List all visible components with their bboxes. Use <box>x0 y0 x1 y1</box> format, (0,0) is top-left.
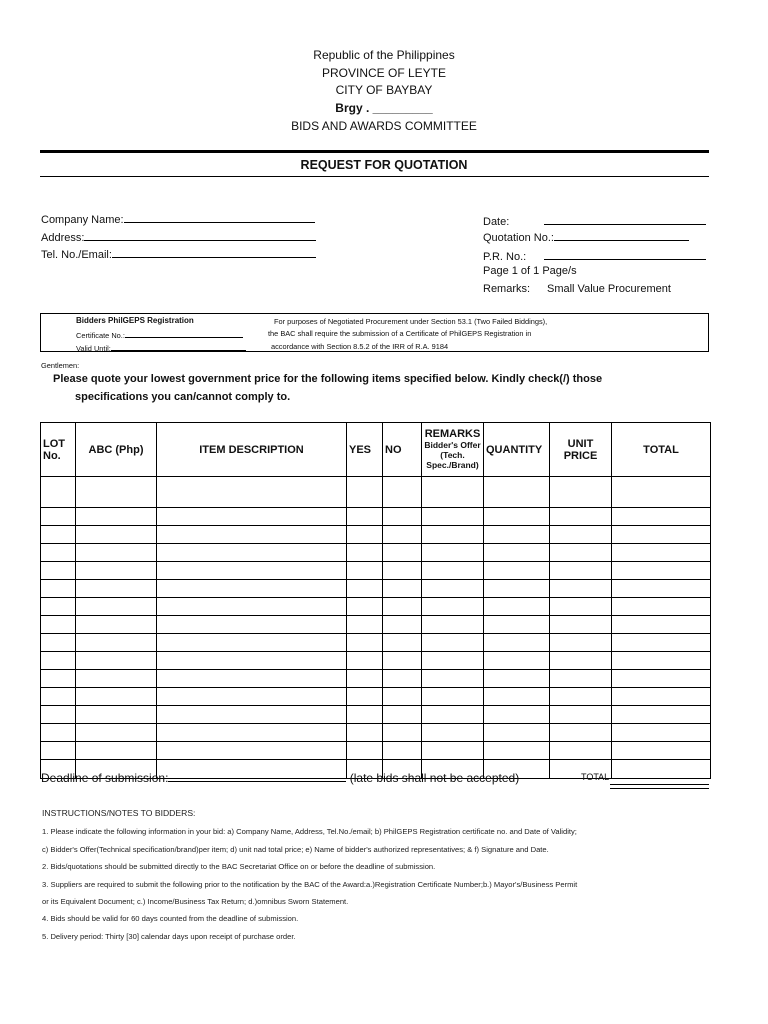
table-cell[interactable] <box>41 652 76 670</box>
table-cell[interactable] <box>550 742 612 760</box>
table-cell[interactable] <box>484 724 550 742</box>
instruction-line-7: 5. Delivery period: Thirty [30] calendar days upon receipt of purchase order. <box>42 932 296 941</box>
header-barangay: Brgy . _________ <box>335 101 433 115</box>
address-label: Address: <box>41 232 85 244</box>
instruction-line-1: 1. Please indicate the following information in your bid: a) Company Name, Address, Tel.No./email; b) PhilGEPS Registration certificate no. and Date of Validity; <box>42 827 577 836</box>
instruction-line-3: 2. Bids/quotations should be submitted directly to the BAC Secretariat Office on or before the deadline of submission. <box>42 862 436 871</box>
valid-until-field[interactable] <box>76 342 246 353</box>
col-header-unit-price: UNIT PRICE <box>550 423 612 477</box>
table-cell[interactable] <box>550 724 612 742</box>
table-cell[interactable] <box>157 724 347 742</box>
table-cell[interactable] <box>383 526 422 544</box>
table-cell[interactable] <box>41 706 76 724</box>
table-cell[interactable] <box>383 724 422 742</box>
date-field[interactable] <box>483 212 706 228</box>
table-cell[interactable] <box>612 562 711 580</box>
table-cell[interactable] <box>550 598 612 616</box>
table-cell[interactable] <box>550 526 612 544</box>
col-header-description: ITEM DESCRIPTION <box>157 423 347 477</box>
table-cell[interactable] <box>422 634 484 652</box>
table-cell[interactable] <box>484 670 550 688</box>
table-cell[interactable] <box>157 742 347 760</box>
instruction-line-6: 4. Bids should be valid for 60 days counted from the deadline of submission. <box>42 914 299 923</box>
table-cell[interactable] <box>347 562 383 580</box>
table-cell[interactable] <box>422 742 484 760</box>
table-cell[interactable] <box>41 598 76 616</box>
table-cell[interactable] <box>76 634 157 652</box>
table-cell[interactable] <box>347 742 383 760</box>
table-cell[interactable] <box>484 544 550 562</box>
table-cell[interactable] <box>484 634 550 652</box>
table-cell[interactable] <box>484 652 550 670</box>
table-cell[interactable] <box>347 652 383 670</box>
table-cell[interactable] <box>41 616 76 634</box>
company-name-field[interactable] <box>41 212 315 226</box>
table-cell[interactable] <box>612 598 711 616</box>
table-cell[interactable] <box>484 706 550 724</box>
table-row <box>41 724 711 742</box>
table-cell[interactable] <box>612 760 711 779</box>
remarks-value: Small Value Procurement <box>547 283 671 295</box>
table-cell[interactable] <box>550 508 612 526</box>
table-cell[interactable] <box>76 616 157 634</box>
table-row <box>41 508 711 526</box>
table-cell[interactable] <box>612 544 711 562</box>
table-cell[interactable] <box>157 688 347 706</box>
table-cell[interactable] <box>41 544 76 562</box>
intro-line-2: specifications you can/cannot comply to. <box>75 391 291 403</box>
table-cell[interactable] <box>76 562 157 580</box>
table-cell[interactable] <box>422 477 484 508</box>
remarks-heading: REMARKS <box>424 428 481 440</box>
salutation: Gentlemen: <box>41 361 80 370</box>
table-cell[interactable] <box>347 544 383 562</box>
table-cell[interactable] <box>422 508 484 526</box>
table-cell[interactable] <box>76 706 157 724</box>
deadline-label: Deadline of submission: <box>41 771 169 785</box>
table-cell[interactable] <box>347 670 383 688</box>
table-cell[interactable] <box>383 688 422 706</box>
table-cell[interactable] <box>422 526 484 544</box>
table-cell[interactable] <box>484 562 550 580</box>
table-cell[interactable] <box>157 598 347 616</box>
table-cell[interactable] <box>383 477 422 508</box>
header-province: PROVINCE OF LEYTE <box>321 66 447 80</box>
table-row <box>41 544 711 562</box>
table-cell[interactable] <box>157 526 347 544</box>
table-header-row <box>41 423 711 477</box>
table-cell[interactable] <box>612 742 711 760</box>
table-cell[interactable] <box>41 580 76 598</box>
table-cell[interactable] <box>422 688 484 706</box>
col-header-no: NO <box>383 423 422 477</box>
table-cell[interactable] <box>76 477 157 508</box>
table-cell[interactable] <box>383 634 422 652</box>
table-cell[interactable] <box>157 477 347 508</box>
table-cell[interactable] <box>550 477 612 508</box>
table-cell[interactable] <box>347 688 383 706</box>
table-cell[interactable] <box>484 580 550 598</box>
table-row <box>41 616 711 634</box>
table-cell[interactable] <box>484 477 550 508</box>
table-cell[interactable] <box>41 508 76 526</box>
table-cell[interactable] <box>484 688 550 706</box>
philgeps-note-1: For purposes of Negotiated Procurement under Section 53.1 (Two Failed Biddings), <box>274 317 548 326</box>
certificate-no-field[interactable] <box>76 329 243 340</box>
title-rule-top <box>40 150 709 153</box>
table-cell[interactable] <box>550 580 612 598</box>
deadline-field[interactable] <box>41 769 519 785</box>
header-bac: BIDS AND AWARDS COMMITTEE <box>291 119 477 133</box>
table-cell[interactable] <box>76 742 157 760</box>
table-cell[interactable] <box>484 526 550 544</box>
tel-email-field[interactable] <box>41 247 316 261</box>
table-row <box>41 477 711 508</box>
table-cell[interactable] <box>76 544 157 562</box>
table-cell[interactable] <box>157 616 347 634</box>
grand-total-label: TOTAL <box>581 772 610 782</box>
table-cell[interactable] <box>347 580 383 598</box>
page-count: Page 1 of 1 Page/s <box>483 265 577 277</box>
table-cell[interactable] <box>422 562 484 580</box>
deadline-note: (late bids shall not be accepted) <box>349 771 520 785</box>
table-cell[interactable] <box>422 670 484 688</box>
table-row <box>41 670 711 688</box>
table-cell[interactable] <box>550 688 612 706</box>
header-city: CITY OF BAYBAY <box>335 83 433 97</box>
table-cell[interactable] <box>347 616 383 634</box>
table-cell[interactable] <box>347 634 383 652</box>
col-header-quantity: QUANTITY <box>484 423 550 477</box>
philgeps-note-2: the BAC shall require the submission of a Certificate of PhilGEPS Registration in <box>268 329 532 338</box>
table-cell[interactable] <box>422 544 484 562</box>
col-header-lot: LOT No. <box>41 423 76 477</box>
table-cell[interactable] <box>76 508 157 526</box>
table-cell[interactable] <box>612 616 711 634</box>
table-row <box>41 634 711 652</box>
table-cell[interactable] <box>41 634 76 652</box>
table-cell[interactable] <box>76 598 157 616</box>
philgeps-note-3: accordance with Section 8.5.2 of the IRR of R.A. 9184 <box>271 342 449 351</box>
pr-no-label: P.R. No.: <box>483 251 527 263</box>
table-cell[interactable] <box>157 652 347 670</box>
table-cell[interactable] <box>550 706 612 724</box>
table-cell[interactable] <box>612 477 711 508</box>
table-cell[interactable] <box>612 706 711 724</box>
valid-until-label: Valid Until: <box>76 344 111 353</box>
table-cell[interactable] <box>347 477 383 508</box>
company-name-label: Company Name: <box>41 214 124 226</box>
table-cell[interactable] <box>157 508 347 526</box>
table-cell[interactable] <box>347 724 383 742</box>
instructions-heading: INSTRUCTIONS/NOTES TO BIDDERS: <box>42 808 196 818</box>
table-row <box>41 742 711 760</box>
table-cell[interactable] <box>383 562 422 580</box>
grand-total-field[interactable] <box>610 784 709 789</box>
table-cell[interactable] <box>76 724 157 742</box>
table-cell[interactable] <box>347 598 383 616</box>
table-cell[interactable] <box>422 580 484 598</box>
date-label: Date: <box>483 216 510 228</box>
col-header-remarks <box>422 423 484 477</box>
table-cell[interactable] <box>383 670 422 688</box>
table-cell[interactable] <box>422 706 484 724</box>
table-cell[interactable] <box>76 580 157 598</box>
table-cell[interactable] <box>612 670 711 688</box>
table-cell[interactable] <box>383 706 422 724</box>
table-cell[interactable] <box>550 634 612 652</box>
tel-email-label: Tel. No./Email: <box>41 249 112 261</box>
table-cell[interactable] <box>612 634 711 652</box>
table-cell[interactable] <box>41 562 76 580</box>
quotation-no-label: Quotation No.: <box>483 232 554 244</box>
certificate-no-label: Certificate No.: <box>76 331 125 340</box>
table-cell[interactable] <box>550 616 612 634</box>
header-republic: Republic of the Philippines <box>313 48 455 62</box>
table-cell[interactable] <box>347 526 383 544</box>
table-row <box>41 598 711 616</box>
table-cell[interactable] <box>157 634 347 652</box>
intro-line-1: Please quote your lowest government price for the following items specified below. Kindly check(/) those <box>53 373 603 385</box>
table-row <box>41 706 711 724</box>
remarks-subheading: Bidder's Offer (Tech. Spec./Brand) <box>424 440 481 470</box>
table-cell[interactable] <box>484 616 550 634</box>
table-cell[interactable] <box>550 652 612 670</box>
table-cell[interactable] <box>157 670 347 688</box>
table-cell[interactable] <box>612 580 711 598</box>
table-cell[interactable] <box>422 616 484 634</box>
table-cell[interactable] <box>157 580 347 598</box>
table-cell[interactable] <box>383 742 422 760</box>
table-cell[interactable] <box>383 652 422 670</box>
table-cell[interactable] <box>484 742 550 760</box>
table-cell[interactable] <box>41 688 76 706</box>
table-cell[interactable] <box>484 508 550 526</box>
table-cell[interactable] <box>612 526 711 544</box>
table-cell[interactable] <box>422 724 484 742</box>
table-cell[interactable] <box>383 580 422 598</box>
table-cell[interactable] <box>383 616 422 634</box>
address-field[interactable] <box>41 230 316 244</box>
table-row <box>41 526 711 544</box>
table-row <box>41 688 711 706</box>
table-cell[interactable] <box>41 477 76 508</box>
pr-no-field[interactable] <box>483 247 706 263</box>
instruction-line-2: c) Bidder's Offer(Technical specification/brand)per item; d) unit nad total price; e) Name of bidder's authorized representatives; & f) Signature and Date. <box>42 845 549 854</box>
table-cell[interactable] <box>612 508 711 526</box>
table-cell[interactable] <box>612 652 711 670</box>
table-cell[interactable] <box>347 706 383 724</box>
quotation-no-field[interactable] <box>483 230 689 244</box>
philgeps-heading: Bidders PhilGEPS Registration <box>76 316 194 325</box>
table-cell[interactable] <box>41 742 76 760</box>
table-cell[interactable] <box>383 598 422 616</box>
table-cell[interactable] <box>383 544 422 562</box>
table-cell[interactable] <box>422 598 484 616</box>
col-header-yes: YES <box>347 423 383 477</box>
table-cell[interactable] <box>550 670 612 688</box>
table-cell[interactable] <box>76 652 157 670</box>
col-header-abc: ABC (Php) <box>76 423 157 477</box>
remarks-label: Remarks: <box>483 283 531 295</box>
table-row <box>41 580 711 598</box>
table-cell[interactable] <box>76 526 157 544</box>
table-row <box>41 562 711 580</box>
items-table <box>40 422 711 779</box>
instruction-line-4: 3. Suppliers are required to submit the following prior to the notification by the BAC of the Award:a.)Registration Certificate Number;b.) Mayor's/Business Permit <box>42 880 578 889</box>
table-cell[interactable] <box>612 688 711 706</box>
table-cell[interactable] <box>157 544 347 562</box>
instruction-line-5: or its Equivalent Document; c.) Income/Business Tax Return; d.)omnibus Sworn Statement. <box>42 897 349 906</box>
table-cell[interactable] <box>484 598 550 616</box>
table-cell[interactable] <box>550 562 612 580</box>
table-cell[interactable] <box>422 652 484 670</box>
table-row <box>41 652 711 670</box>
table-cell[interactable] <box>76 688 157 706</box>
table-cell[interactable] <box>157 706 347 724</box>
table-cell[interactable] <box>41 724 76 742</box>
title-rule-bottom <box>40 176 709 177</box>
table-cell[interactable] <box>41 670 76 688</box>
table-cell[interactable] <box>383 508 422 526</box>
table-cell[interactable] <box>550 544 612 562</box>
table-cell[interactable] <box>157 562 347 580</box>
table-cell[interactable] <box>612 724 711 742</box>
table-cell[interactable] <box>76 670 157 688</box>
table-cell[interactable] <box>41 526 76 544</box>
form-title: REQUEST FOR QUOTATION <box>300 158 468 172</box>
table-cell[interactable] <box>347 508 383 526</box>
col-header-total: TOTAL <box>612 423 711 477</box>
